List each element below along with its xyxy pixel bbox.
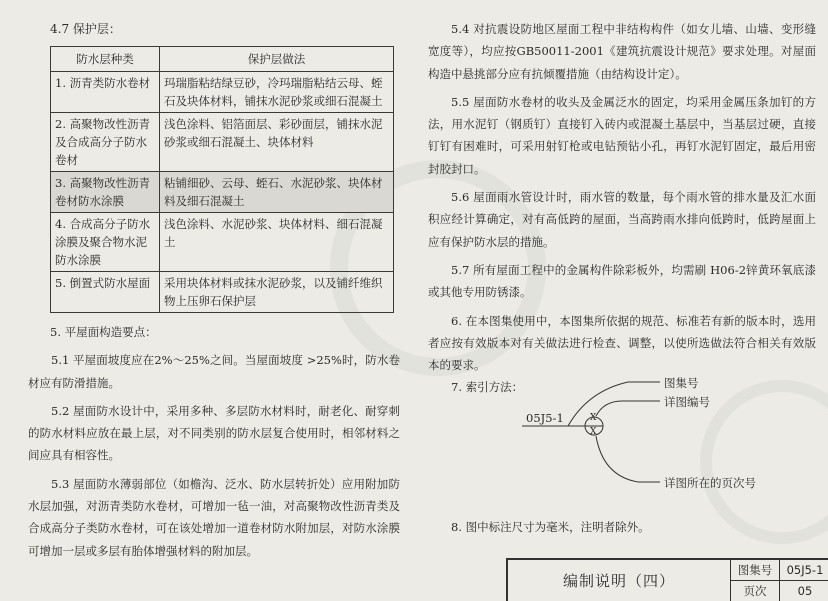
paragraph-5-1: 5.1 平屋面坡度应在2%～25%之间。当屋面坡度 >25%时，防水卷材应有防滑措施。	[28, 353, 400, 390]
table-row	[51, 113, 394, 172]
table-cell-type: 3. 高聚物改性沥青卷材防水涂膜	[51, 172, 160, 213]
title-block	[506, 558, 828, 601]
table-row	[51, 72, 394, 113]
table-header-row	[51, 47, 394, 72]
leader-page-number	[596, 436, 660, 482]
atlas-number-value: 05J5-1	[780, 560, 828, 581]
label-page-number: 详图所在的页次号	[664, 476, 756, 491]
table-row	[51, 172, 394, 213]
table-cell-type: 1. 沥青类防水卷材	[51, 72, 160, 113]
label-detail-number: 详图编号	[664, 395, 710, 410]
leader-atlas-number	[568, 382, 660, 426]
paragraph-5-3: 5.3 屋面防水薄弱部位（如檐沟、泛水、防水层转折处）应用附加防水层加强，对沥青类防水卷材，可增加一毡一油，对高聚物改性沥青类及合成高分子类防水卷材，可在该处增加一道卷材防水附加层，对防水涂膜可增加一层或多层有胎体增强材料的附加层。	[28, 476, 400, 558]
table-row	[51, 272, 394, 313]
table-cell-method: 浅色涂料、铝箔面层、彩砂面层，铺抹水泥砂浆或细石混凝土、块体材料	[160, 113, 394, 172]
table-cell-method: 玛瑞脂粘结绿豆砂，冷玛瑞脂粘结云母、蛭石及块体材料，铺抹水泥砂浆或细石混凝土	[160, 72, 394, 113]
table-cell-method: 粘铺细砂、云母、蛭石、水泥砂浆、块体材料及细石混凝土	[160, 172, 394, 213]
paragraph-7: 7. 索引方法：	[451, 380, 524, 395]
paragraph-5-7: 5.7 所有屋面工程中的金属构件除彩板外，均需刷 H06-2锌黄环氧底漆或其他专用防锈漆。	[428, 262, 816, 300]
drawing-title: 编制说明（四）	[508, 560, 731, 601]
index-code: 05J5-1	[526, 411, 564, 426]
paragraph-5-5: 5.5 屋面防水卷材的收头及金属泛水的固定，均采用金属压条加钉的方法，用水泥钉（钢质钉）直接钉入砖内或混凝土基层中，当基层过硬，直接钉钉有困难时，可采用射钉枪或电钻预钻小孔，再钉水泥钉固定，最后用密封胶封口。	[428, 94, 816, 176]
paragraph-8: 8. 图中标注尺寸为毫米，注明者除外。	[451, 520, 650, 535]
table-header: 防水层种类	[51, 47, 160, 72]
paragraph-5-2: 5.2 屋面防水设计中，采用多种、多层防水材料时，耐老化、耐穿刺的防水材料应放在最上层，对不同类别的防水层复合使用时，相邻材料之间应具有相容性。	[28, 403, 400, 463]
left-column	[28, 18, 400, 562]
table-cell-type: 5. 倒置式防水屋面	[51, 272, 160, 313]
leader-detail-number	[596, 401, 660, 416]
table-header: 保护层做法	[160, 47, 394, 72]
page-label: 页次	[731, 581, 780, 601]
label-atlas-number: 图集号	[664, 376, 699, 391]
atlas-number-label: 图集号	[731, 560, 780, 581]
section-title-protection-layer: 4.7 保护层：	[50, 22, 121, 36]
right-column	[428, 18, 816, 539]
table-cell-method: 采用块体材料或抹水泥砂浆，以及铺纤维织物上压卵石保护层	[160, 272, 394, 313]
circle-bottom-value: X	[590, 427, 597, 438]
section-title-flat-roof: 5. 平屋面构造要点：	[50, 325, 157, 339]
table-cell-type: 2. 高聚物改性沥青及合成高分子防水卷材	[51, 113, 160, 172]
index-method-diagram	[428, 376, 816, 516]
paragraph-5-6: 5.6 屋面雨水管设计时，雨水管的数量，每个雨水管的排水量及汇水面积应经计算确定，对有高低跨的屋面，当高跨雨水排向低跨时，低跨屋面上应有保护防水层的措施。	[428, 190, 816, 249]
paragraph-5-4: 5.4 对抗震设防地区屋面工程中非结构构件（如女儿墙、山墙、变形缝宽度等），均应按GB50011-2001《建筑抗震设计规范》要求处理。对屋面构造中悬挑部分应有抗倾覆措施（由结构设计定）。	[428, 22, 816, 81]
table-cell-method: 浅色涂料、水泥砂浆、块体材料、细石混凝土	[160, 213, 394, 272]
protection-layer-table	[50, 46, 394, 313]
circle-top-value: X	[590, 413, 597, 424]
paragraph-6: 6. 在本图集使用中，本图集所依据的规范、标准若有新的版本时，选用者应按有效版本对有关做法进行检查、调整，以使所选做法符合相关有效版本的要求。	[428, 313, 816, 373]
table-cell-type: 4. 合成高分子防水涂膜及聚合物水泥防水涂膜	[51, 213, 160, 272]
page-value: 05	[797, 584, 813, 598]
table-row	[51, 213, 394, 272]
index-symbol-drawing	[428, 376, 816, 516]
